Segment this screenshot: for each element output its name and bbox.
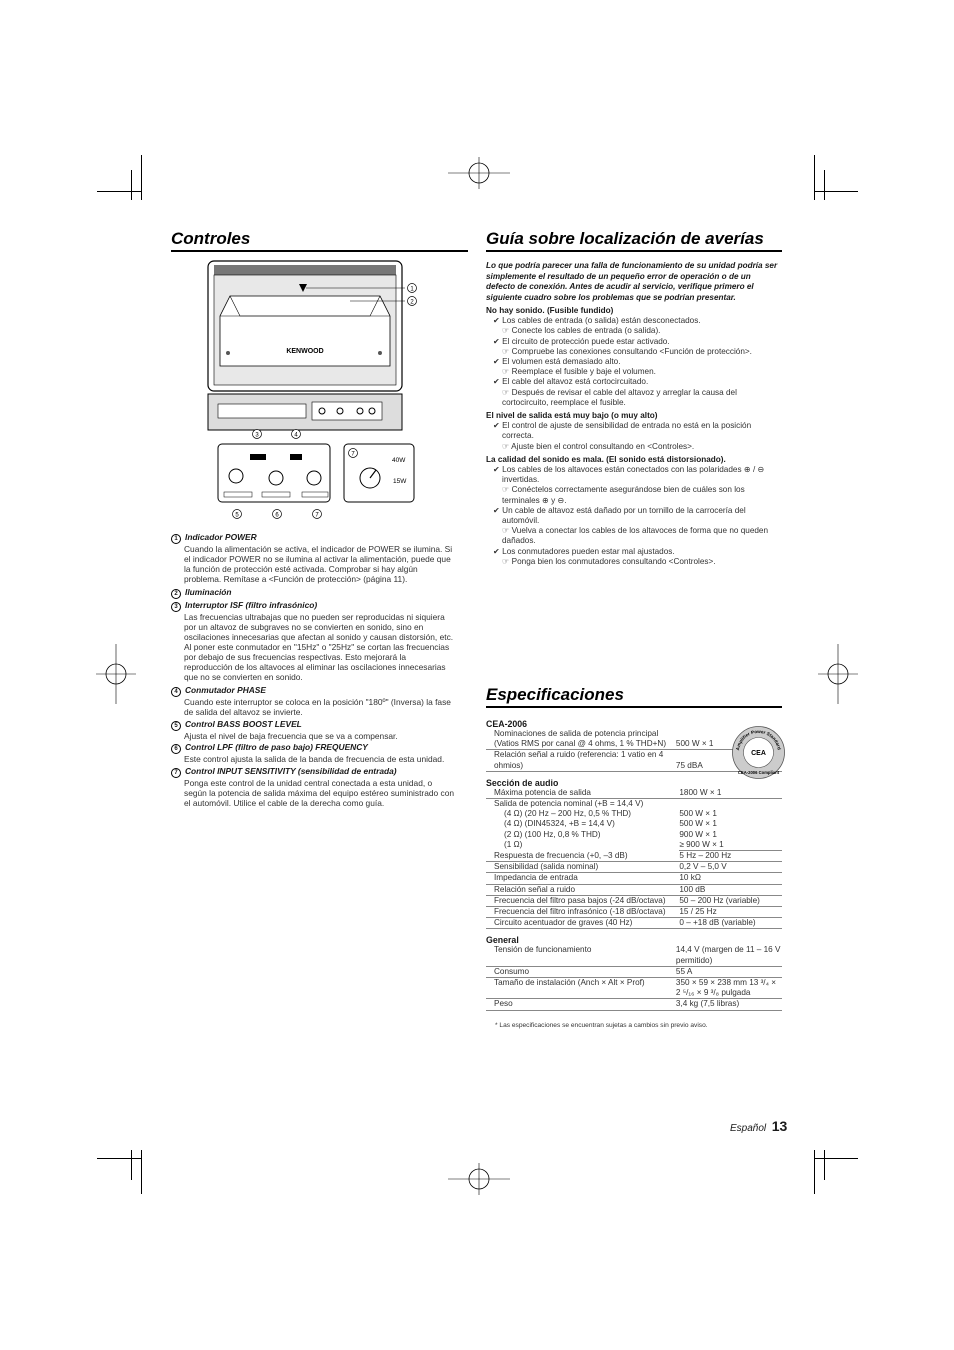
table-row: Peso 3,4 kg (7,5 libras) (486, 999, 782, 1010)
cause-line: ✔ El circuito de protección puede estar activado. (493, 336, 670, 346)
table-row: Consumo 55 A (486, 966, 782, 977)
troubleshooting-title: Guía sobre localización de averías (486, 229, 764, 248)
svg-text:6: 6 (275, 512, 279, 519)
specs-block (486, 719, 782, 1011)
cea-compliance-badge (731, 725, 786, 780)
registration-mark-right (818, 644, 858, 704)
controls-title: Controles (171, 229, 251, 248)
specs-title-rule (486, 706, 782, 708)
table-row: Impedancia de entrada 10 kΩ (486, 873, 782, 884)
fix-line: ☞ Conecte los cables de entrada (o salida). (502, 326, 661, 336)
svg-text:4: 4 (294, 432, 298, 439)
table-row: Circuito acentuador de graves (40 Hz) 0 – +18 dB (variable) (486, 918, 782, 929)
footer-language: Español (730, 1123, 767, 1134)
svg-text:40W: 40W (392, 457, 406, 464)
svg-text:CEA-2006 Compliant: CEA-2006 Compliant (737, 770, 780, 775)
control-item-phase: 4 Conmutador PHASE Cuando este interruptor se coloca en la posición "180º" (Inversa) la fase de salida del altavoz se invierte. (171, 685, 456, 717)
troubleshooting-body (486, 261, 782, 567)
fix-line: ☞ Ajuste bien el control consultando en <Controles>. (502, 441, 695, 451)
table-row: (4 Ω) (20 Hz – 200 Hz, 0,5 % THD) 500 W × 1 (504, 809, 717, 819)
control-item-lpf: 6 Control LPF (filtro de paso bajo) FREQUENCY Este control ajusta la salida de la banda de frecuencia de esta unidad. (171, 742, 456, 764)
table-row: Salida de potencia nominal (+B = 14,4 V) (494, 799, 644, 809)
svg-text:1: 1 (410, 286, 414, 293)
table-row: Tensión de funcionamiento 14,4 V (margen de 11 – 16 V permitido) (486, 945, 782, 966)
table-row: Frecuencia del filtro infrasónico (-18 dB/octava) 15 / 25 Hz (486, 907, 782, 918)
svg-text:Amplifier Power Standard: Amplifier Power Standard (735, 728, 782, 751)
amplifier-diagram (200, 256, 440, 521)
registration-mark-left (96, 644, 136, 704)
general-heading: General (486, 935, 519, 946)
page-number: 13 (771, 1118, 788, 1134)
registration-mark-bottom (448, 1163, 510, 1195)
symptom-heading: La calidad del sonido es mala. (El sonido está distorsionado). (486, 454, 726, 464)
fix-line: ☞ Ponga bien los conmutadores consultando <Controles>. (502, 556, 716, 566)
cause-line: ✔ Los cables de los altavoces están conectados con las polaridades ⊕ / ⊖ invertidas. (493, 465, 765, 485)
table-row: Nominaciones de salida de potencia principal (Vatios RMS por canal @ 4 ohms, 1 % THD+N) 500 W × 1 (486, 729, 782, 750)
audio-heading: Sección de audio (486, 777, 559, 788)
svg-text:7: 7 (315, 512, 319, 519)
control-item-isf: 3 Interruptor ISF (filtro infrasónico) Las frecuencias ultrabajas que no pueden ser reproducidas ni siquiera por un altavoz de subgraves no se convierten en sonido, sino en oscilaciones innecesarias que afectan al sonido y causan distorsión, etc. Al poner este conmutador en "15Hz" o "25Hz" se cortan las frecuencias por debajo de sus frecuencias respectivas. Esto mejorará la reproducción de los altavoces al eliminar las oscilaciones innecesarias que no se convierten en sonido. (171, 600, 456, 682)
controls-title-rule (171, 250, 468, 252)
table-row: Frecuencia del filtro pasa bajos (-24 dB/octava) 50 – 200 Hz (variable) (486, 895, 782, 906)
table-row: (1 Ω) ≥ 900 W × 1 (486, 840, 782, 851)
troubleshooting-title-rule (486, 250, 782, 252)
brand-logo: KENWOOD (286, 348, 324, 355)
fix-line: ☞ Vuelva a conectar los cables de los altavoces de forma que no queden dañados. (502, 526, 769, 546)
general-table (486, 945, 782, 1010)
svg-text:CEA: CEA (751, 750, 766, 757)
cause-line: ✔ El volumen está demasiado alto. (493, 357, 621, 367)
control-item-power: 1 Indicador POWER Cuando la alimentación se activa, el indicador de POWER se ilumina. Si el indicador POWER no se ilumina al activar la alimentación, puede que la función de protección esté activada. Comprobar si hay algún problema. Remítase a <Función de protección> (página 11). (171, 532, 456, 584)
symptom-heading: No hay sonido. (Fusible fundido) (486, 306, 614, 315)
table-row: Sensibilidad (salida nominal) 0,2 V – 5,0 V (486, 862, 782, 873)
svg-text:3: 3 (255, 432, 259, 439)
troubleshooting-intro: Lo que podría parecer una falla de funcionamiento de su unidad podría ser simplemente el resultado de un pequeño error de operación o de un defecto de conexión. Antes de acudir al servicio, verifique primero el siguiente cuadro sobre los problemas que se podrían presentar. (486, 261, 778, 302)
control-item-input-sensitivity: 7 Control INPUT SENSITIVITY (sensibilidad de entrada) Ponga este control de la unidad central conectada a esta unidad, o según la potencia de salida máxima del equipo estéreo suministrado con el automóvil. Utilice el cable de la derecha como guía. (171, 766, 456, 808)
table-row: (4 Ω) (DIN45324, +B = 14,4 V) 500 W × 1 (504, 819, 717, 829)
specs-title: Especificaciones (486, 685, 624, 704)
control-item-bass-boost: 5 Control BASS BOOST LEVEL Ajusta el nivel de baja frecuencia que se va a compensar. (171, 719, 456, 741)
audio-table (486, 788, 782, 930)
svg-text:7: 7 (351, 451, 355, 458)
cause-line: ✔ El cable del altavoz está cortocircuitado. (493, 377, 649, 387)
control-item-illumination: 2 Iluminación (171, 587, 456, 599)
svg-text:5: 5 (235, 512, 239, 519)
specs-footnote: * Las especificaciones se encuentran sujetas a cambios sin previo aviso. (495, 1022, 708, 1029)
fix-line: ☞ Después de revisar el cable del altavoz y arreglar la causa del cortocircuito, reemplace el fusible. (502, 387, 737, 407)
cause-line: ✔ Los conmutadores pueden estar mal ajustados. (493, 546, 675, 556)
page-footer (730, 1118, 787, 1134)
symptom-heading: El nivel de salida está muy bajo (o muy alto) (486, 411, 658, 421)
table-row: (2 Ω) (100 Hz, 0,8 % THD) 900 W × 1 (504, 829, 717, 839)
table-row: Máxima potencia de salida 1800 W × 1 (486, 788, 782, 799)
fix-line: ☞ Conéctelos correctamente asegurándose bien de cuáles son los terminales ⊕ y ⊖. (502, 485, 745, 505)
table-row: Respuesta de frecuencia (+0, –3 dB) 5 Hz – 200 Hz (486, 851, 782, 862)
table-row: Relación señal a ruido (referencia: 1 vatio en 4 ohmios) 75 dBA (486, 750, 782, 771)
cause-line: ✔ El control de ajuste de sensibilidad de entrada no está en la posición correcta. (493, 421, 752, 441)
registration-mark-top (448, 157, 510, 189)
svg-text:2: 2 (410, 299, 414, 306)
cause-line: ✔ Un cable de altavoz está dañado por un tornillo de la carrocería del automóvil. (493, 505, 746, 526)
cause-line: ✔ Los cables de entrada (o salida) están desconectados. (493, 316, 701, 326)
fix-line: ☞ Compruebe las conexiones consultando <Función de protección>. (502, 346, 752, 356)
fix-line: ☞ Reemplace el fusible y baje el volumen. (502, 367, 656, 377)
table-row: Relación señal a ruido 100 dB (486, 884, 782, 895)
cea-heading: CEA-2006 (486, 719, 528, 729)
table-row: Tamaño de instalación (Anch × Alt × Prof) 350 × 59 × 238 mm 13 ³/₄ × 2 ⁵/₁₆ × 9 ³/₈ pulgada (486, 978, 782, 999)
svg-text:15W: 15W (393, 478, 407, 485)
